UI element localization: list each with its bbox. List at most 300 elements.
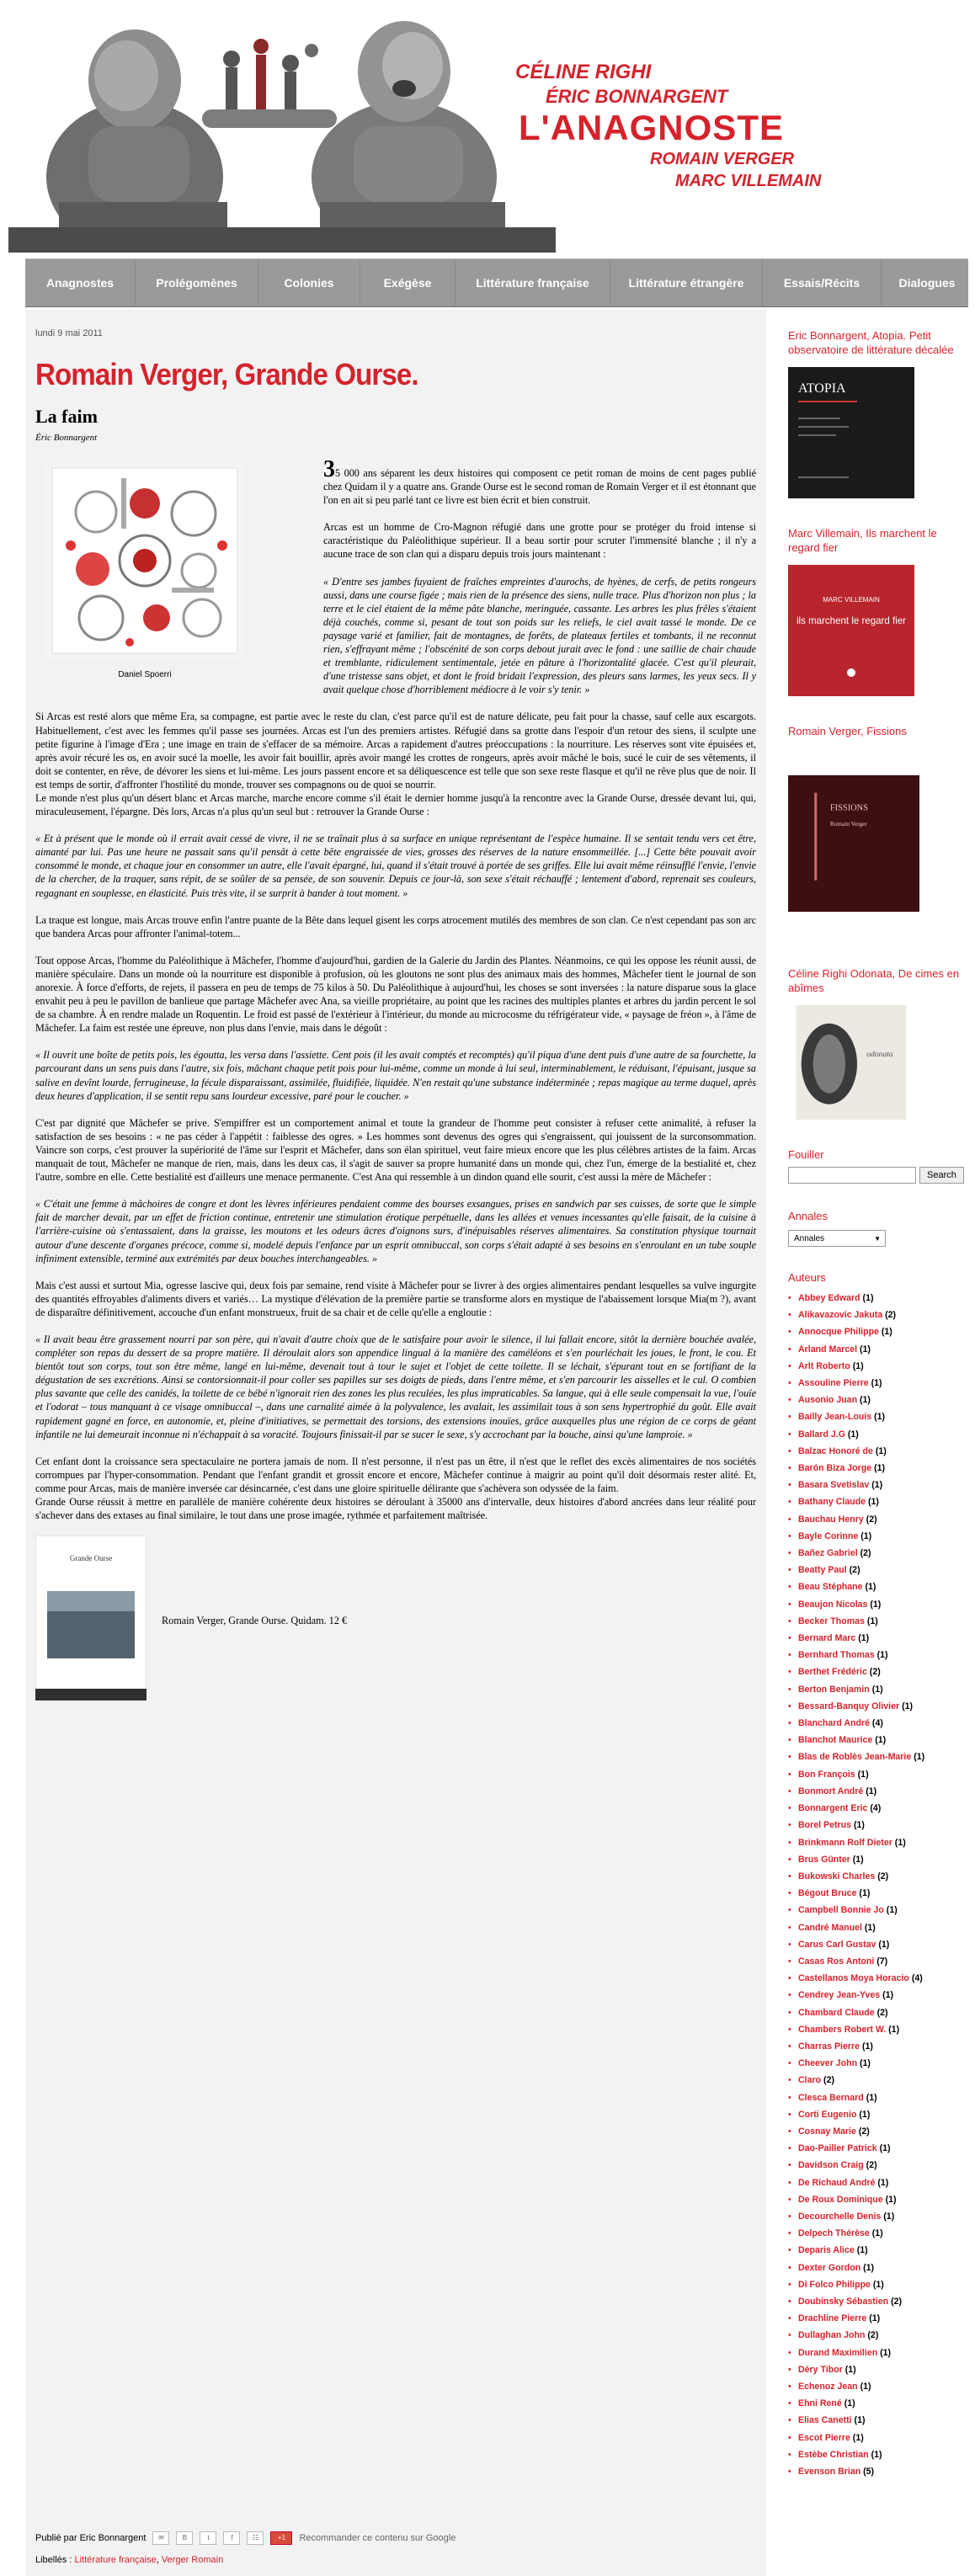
author-list-item[interactable] (788, 1953, 965, 1970)
author-count: (1) (860, 1344, 871, 1355)
cover-fissions-title: FISSIONS (829, 803, 868, 813)
author-list-item[interactable] (788, 1341, 965, 1358)
author-count: (1) (875, 1735, 887, 1746)
author-list-item[interactable] (788, 2191, 965, 2208)
author-list-item[interactable] (788, 1323, 965, 1340)
author-count: (1) (872, 2279, 884, 2290)
author-count: (1) (860, 2382, 871, 2392)
tab-litterature-etrangere[interactable]: Littérature étrangère (610, 259, 763, 306)
google-recommend-text: Recommander ce contenu sur Google (299, 2533, 456, 2543)
author-link[interactable]: Dao-Pailler Patrick (798, 2143, 877, 2154)
author-link[interactable]: Bukowski Charles (798, 1871, 876, 1881)
author-count: (1) (878, 1939, 890, 1950)
author-list-item[interactable] (788, 1375, 965, 1392)
author-count: (1) (858, 1633, 870, 1644)
author-count: (1) (866, 1786, 877, 1796)
author-count: (1) (871, 2449, 882, 2460)
author-list-item[interactable] (788, 1630, 965, 1647)
author-link[interactable]: Casas Ros Antoni (798, 1956, 875, 1967)
author-count: (2) (858, 2126, 870, 2137)
author-list-item[interactable] (788, 2089, 965, 2106)
bullet-icon: • (788, 2194, 791, 2205)
author-list-item[interactable] (788, 2446, 965, 2463)
author-link[interactable]: Arlt Roberto (798, 1360, 850, 1371)
author-link[interactable]: Bauchau Henry (798, 1514, 864, 1525)
author-list-item[interactable] (788, 1460, 965, 1477)
author-link[interactable]: Bañez Gabriel (798, 1548, 858, 1559)
post-author: Éric Bonnargent (35, 433, 98, 443)
share-twitter-icon[interactable]: t (200, 2531, 216, 2545)
cover-villemain-title: ils marchent le regard fier (797, 615, 906, 626)
email-post-icon[interactable]: ✉ (152, 2531, 169, 2545)
author-list-item[interactable] (788, 2123, 965, 2140)
paragraph: Grande Ourse réussit à mettre en parallèle de manière cohérente deux histoires se déroulant à 35000 ans d'intervalle, deux histoires d'abord ancrées dans leur réalité pour s'achever dans des extases au final similaire, le tout dans une prose imagée, rythmée et parfaitement maîtrisée. (35, 1496, 756, 1522)
author-link[interactable]: Campbell Bonnie Jo (798, 1905, 884, 1916)
author-list-item[interactable] (788, 2378, 965, 2395)
author-link[interactable]: Davidson Craig (798, 2160, 864, 2171)
widget-title-annales: Annales (788, 1210, 828, 1222)
author-list-item[interactable] (788, 1596, 965, 1613)
google-plus-one-button[interactable]: +1 (270, 2531, 292, 2545)
author-link[interactable]: Decourchelle Denis (798, 2211, 882, 2222)
author-list-item[interactable] (788, 1766, 965, 1783)
book-block (35, 1535, 756, 1704)
main-column (25, 310, 766, 2576)
header-name-4: MARC VILLEMAIN (675, 172, 822, 190)
author-list-item[interactable] (788, 2327, 965, 2344)
author-link[interactable]: Bonnargent Eric (798, 1803, 868, 1814)
author-link[interactable]: Elias Canetti (798, 2415, 852, 2426)
blog-header (0, 0, 975, 253)
author-link[interactable]: Corti Eugenio (798, 2109, 857, 2120)
bullet-icon: • (788, 2211, 791, 2222)
dropcap: 3 (323, 456, 335, 482)
author-list-item[interactable] (788, 2225, 965, 2242)
author-link[interactable]: Borel Petrus (798, 1820, 851, 1831)
author-list-item[interactable] (788, 1902, 965, 1919)
author-list-item[interactable] (788, 2004, 965, 2021)
widget-title-villemain[interactable]: Marc Villemain, Ils marchent le regard fier (788, 527, 937, 554)
author-count: (1) (861, 2041, 873, 2052)
bullet-icon: • (788, 1888, 791, 1899)
author-list-item[interactable] (788, 2242, 965, 2259)
bullet-icon: • (788, 1360, 791, 1371)
bullet-icon: • (788, 1514, 791, 1525)
image-caption: Daniel Spoerri (118, 670, 172, 680)
author-list-item[interactable] (788, 1732, 965, 1748)
author-list-item[interactable] (788, 1748, 965, 1765)
cover-odonata-title: odonata (866, 1050, 893, 1060)
author-list-item[interactable] (788, 1970, 965, 1987)
author-link[interactable]: Ausonio Juan (798, 1395, 858, 1406)
author-count: (1) (888, 2024, 900, 2035)
post-footer (35, 2530, 456, 2565)
author-list-item[interactable] (788, 2463, 965, 2480)
bullet-icon: • (788, 1344, 791, 1355)
bullet-icon: • (788, 2245, 791, 2256)
author-count: (2) (877, 1871, 889, 1881)
author-count: (1) (914, 1752, 925, 1763)
bullet-icon: • (788, 2160, 791, 2171)
widget-title-fouiller: Fouiller (788, 1148, 824, 1161)
paragraph: Arcas est un homme de Cro-Magnon réfugié dans une grotte pour se protéger du froid intense si caractéristique du Paléolithique supérieur. Il a beau sortir pour scruter l'immensité blanche ; il n'y a aucune trace de son clan qui a disparu depuis trois jours maintenant : (323, 521, 756, 561)
author-list-item[interactable] (788, 2344, 965, 2361)
bullet-icon: • (788, 1922, 791, 1933)
author-list-item[interactable] (788, 1426, 965, 1443)
author-link[interactable]: Drachline Pierre (798, 2313, 867, 2324)
bullet-icon: • (788, 2092, 791, 2103)
author-link[interactable]: Brus Günter (798, 1854, 850, 1865)
bullet-icon: • (788, 1378, 791, 1389)
author-list-item[interactable] (788, 1936, 965, 1953)
author-list-item[interactable] (788, 1578, 965, 1595)
author-count: (1) (852, 1854, 864, 1865)
author-list-item[interactable] (788, 2157, 965, 2174)
search-input[interactable] (788, 1167, 916, 1184)
author-link[interactable]: Chambers Robert W. (798, 2024, 887, 2035)
author-link[interactable]: Bégout Bruce (798, 1888, 857, 1899)
author-link[interactable]: Beaujon Nicolas (798, 1599, 868, 1610)
bullet-icon: • (788, 1599, 791, 1610)
author-link[interactable]: Blas de Roblès Jean-Marie (798, 1752, 912, 1763)
paragraph: La traque est longue, mais Arcas trouve enfin l'antre puante de la Bête dans lequel gisent les corps atrocement mutilés des membres de son clan. Ce n'est cependant pas son arc que bandera Arcas pour affronter l'animal-totem... (35, 913, 756, 939)
author-list-item[interactable] (788, 1783, 965, 1800)
author-count: (2) (866, 1514, 877, 1525)
author-list-item[interactable] (788, 2055, 965, 2072)
bullet-icon: • (788, 1837, 791, 1848)
share-facebook-icon[interactable]: f (223, 2531, 240, 2545)
book-cover-grande-ourse[interactable] (35, 1535, 147, 1700)
author-count: (1) (869, 2313, 881, 2324)
author-count: (1) (879, 2143, 891, 2154)
author-link[interactable]: Bon François (798, 1769, 855, 1780)
author-link[interactable]: Durand Maximilien (798, 2347, 878, 2358)
author-link[interactable]: Delpech Thérèse (798, 2228, 870, 2239)
author-link[interactable]: Cendrey Jean-Yves (798, 1990, 881, 2001)
author-list-item[interactable] (788, 2038, 965, 2055)
author-list-item[interactable] (788, 2259, 965, 2276)
author-list-item[interactable] (788, 1307, 965, 1323)
author-link[interactable]: Annocque Philippe (798, 1327, 879, 1338)
tab-colonies[interactable]: Colonies (258, 259, 360, 306)
bullet-icon: • (788, 2262, 791, 2273)
author-link[interactable]: Berton Benjamin (798, 1684, 870, 1695)
author-link[interactable]: Echenoz Jean (798, 2382, 858, 2392)
bullet-icon: • (788, 2109, 791, 2120)
paragraph: Mais c'est aussi et surtout Mia, ogresse lascive qui, deux fois par semaine, rend visite à Mâchefer pour se livrer à des orgies alimentaires pendant lesquelles sa vulve ingurgite des quantités effroyables d'aliments divers et variés… La mystique d'élévation de la première partie se transforme alors en mystique de l'abaissement lorsque Mia(m ?), avant de disparaître définitivement, accouche d'un enfant monstrueux, fruit de sa chair et de celle qu'elle a engloutie : (35, 1279, 756, 1318)
author-link[interactable]: De Richaud André (798, 2177, 876, 2188)
author-list-item[interactable] (788, 1800, 965, 1817)
author-link[interactable]: Cosnay Marie (798, 2126, 856, 2137)
bullet-icon: • (788, 2415, 791, 2426)
author-link[interactable]: Bayle Corinne (798, 1530, 859, 1541)
author-count: (1) (844, 2398, 855, 2409)
author-link[interactable]: Di Folco Philippe (798, 2279, 871, 2290)
bullet-icon: • (788, 1752, 791, 1763)
cover-ils-marchent[interactable] (788, 565, 914, 696)
author-list-item[interactable] (788, 1443, 965, 1460)
author-list-item[interactable] (788, 1545, 965, 1562)
label-link-verger-romain[interactable]: Verger Romain (161, 2555, 224, 2565)
author-list-item[interactable] (788, 1851, 965, 1868)
author-link[interactable]: Bathany Claude (798, 1497, 866, 1508)
bullet-icon: • (788, 2024, 791, 2035)
bullet-icon: • (788, 1530, 791, 1541)
tab-essais-recits[interactable]: Essais/Récits (763, 259, 882, 306)
author-list-item[interactable] (788, 1987, 965, 2004)
book-cover-title: Grande Ourse (69, 1554, 113, 1563)
bullet-icon: • (788, 1293, 791, 1303)
author-count: (1) (874, 1412, 886, 1423)
author-list-item[interactable] (788, 1358, 965, 1375)
author-list-item[interactable] (788, 1562, 965, 1578)
share-buzz-icon[interactable]: ☷ (247, 2531, 264, 2545)
tab-anagnostes[interactable]: Anagnostes (25, 259, 136, 306)
post (35, 328, 756, 1704)
author-count: (1) (875, 1445, 887, 1456)
author-count: (1) (857, 1769, 869, 1780)
author-link[interactable]: De Roux Dominique (798, 2194, 883, 2205)
author-list-item[interactable] (788, 1919, 965, 1936)
author-link[interactable]: Bernard Marc (798, 1633, 856, 1644)
bullet-icon: • (788, 1803, 791, 1814)
author-link[interactable]: Arland Marcel (798, 1344, 858, 1355)
author-link[interactable]: Ehni René (798, 2398, 842, 2409)
tab-prolegomenes[interactable]: Prolégomènes (136, 259, 258, 306)
paragraph: C'est par dignité que Mâchefer se prive. S'empiffrer est un comportement animal et toute la grandeur de l'homme peut consister à refuser cette animalité, à refuser la satisfaction de ses besoins : « ne pas céder à l'appétit : faiblesse des ogres. » Les hommes sont devenus des ogres qui s'engraissent, qui jouissent de la surconsommation. Vaincre son corps, c'est prouver la supériorité de l'âme sur l'esprit et Mâchefer, dans son élan spirituel, veut faire mieux encore que les plus célèbres artistes de la faim. Arcas manquait de tout, Mâchefer ne manque de rien, mais, dans les deux cas, il s'agit de sauver sa propre humanité dans un monde qui, chez l'un, émerge de la bestialité et, chez l'autre, sombre en elle. Cette bestialité est d'ailleurs une menace permanente. C'est Ana qui ressemble à un dindon quand elle sourit, c'est aussi la mère de Mâchefer : (35, 1116, 756, 1184)
blog-title[interactable]: L'ANAGNOSTE (519, 108, 784, 147)
bullet-icon: • (788, 2432, 791, 2443)
author-link[interactable]: Berthet Frédéric (798, 1667, 867, 1678)
header-photo[interactable] (8, 0, 556, 253)
author-link[interactable]: Candré Manuel (798, 1922, 862, 1933)
author-list-item[interactable] (788, 2140, 965, 2157)
widget-title-atopia[interactable]: Eric Bonnargent, Atopia. Petit observatoire de littérature décalée (788, 329, 954, 356)
author-link[interactable]: Dexter Gordon (798, 2262, 861, 2273)
author-link[interactable]: Balzac Honoré de (798, 1445, 873, 1456)
author-list-item[interactable] (788, 1613, 965, 1630)
post-title[interactable]: Romain Verger, Grande Ourse. (35, 357, 418, 391)
author-link[interactable]: Castellanos Moya Horacio (798, 1973, 909, 1984)
label-link-litterature-francaise[interactable]: Littérature française (74, 2555, 157, 2565)
author-list-item[interactable] (788, 2106, 965, 2123)
author-list-item[interactable] (788, 1817, 965, 1834)
cover-atopia-title: ATOPIA (798, 381, 846, 396)
bullet-icon: • (788, 1429, 791, 1440)
author-count: (1) (880, 2347, 892, 2358)
author-link[interactable]: Brinkmann Rolf Dieter (798, 1837, 892, 1848)
author-count: (1) (844, 2364, 856, 2375)
cover-fissions[interactable] (788, 748, 919, 939)
author-link[interactable]: Deparis Alice (798, 2245, 855, 2256)
author-link[interactable]: Beatty Paul (798, 1565, 847, 1576)
author-link[interactable]: Assouline Pierre (798, 1378, 869, 1389)
author-link[interactable]: Bernhard Thomas (798, 1650, 875, 1661)
annales-select[interactable] (788, 1230, 886, 1247)
author-link[interactable]: Charras Pierre (798, 2041, 860, 2052)
author-link[interactable]: Alikavazovic Jakuta (798, 1310, 883, 1321)
blog-this-icon[interactable]: B (176, 2531, 193, 2545)
post-date: lundi 9 mai 2011 (35, 328, 103, 338)
nav-tabs (25, 258, 968, 307)
cover-fissions-author: Romain Verger (829, 821, 867, 828)
bullet-icon: • (788, 1769, 791, 1780)
tab-exegese[interactable]: Exégèse (360, 259, 456, 306)
author-count: (1) (856, 2245, 868, 2256)
search-button[interactable]: Search (919, 1167, 964, 1184)
author-link[interactable]: Bailly Jean-Louis (798, 1412, 872, 1423)
author-count: (1) (874, 1463, 886, 1474)
author-link[interactable]: Abbey Edward (798, 1293, 860, 1303)
author-list-item[interactable] (788, 2021, 965, 2038)
author-count: (1) (865, 1582, 876, 1593)
author-list-item[interactable] (788, 2293, 965, 2310)
bullet-icon: • (788, 2007, 791, 2018)
bullet-icon: • (788, 2347, 791, 2358)
author-list-item[interactable] (788, 2430, 965, 2446)
author-list-item[interactable] (788, 2395, 965, 2412)
author-link[interactable]: Bonmort André (798, 1786, 864, 1796)
post-labels: Libellés : Littérature française, Verger Romain (35, 2555, 224, 2565)
author-link[interactable]: Evenson Brian (798, 2467, 861, 2478)
author-link[interactable]: Ballard J.G (798, 1429, 845, 1440)
author-list-item[interactable] (788, 1647, 965, 1663)
author-count: (1) (871, 2228, 883, 2239)
bullet-icon: • (788, 1565, 791, 1576)
author-count: (1) (894, 1837, 906, 1848)
spoerri-table-image (45, 461, 244, 660)
author-link[interactable]: Claro (798, 2075, 822, 2086)
quote: « Il ouvrit une boîte de petits pois, les égoutta, les versa dans l'assiette. Cent pois (il les avait comptés et recomptés) qu'il piqua d'une dent puis d'une autre de sa fourchette, la parcourant dans un sens puis dans l'autre, six fois, mâchant chaque petit pois pour lui-même, comme un monde à lui seul, interminablement, le réduisant, l'épuisant, jusque sa salive en devînt lourde, ferrugineuse, la fécule disparaissant, assimilée, fluidifiée, liquidée. N'en restait qu'une substance indéterminée ; repas magique au terme duquel, après deux heures d'application, il se sentit repu sans lourdeur excessive, paré pour le coucher. » (35, 1049, 756, 1102)
author-list-item[interactable] (788, 1392, 965, 1408)
author-count: (2) (866, 2160, 877, 2171)
author-link[interactable]: Basara Svetislav (798, 1480, 870, 1491)
author-link[interactable]: Barón Biza Jorge (798, 1463, 872, 1474)
bullet-icon: • (788, 1990, 791, 2001)
author-list-item[interactable] (788, 1493, 965, 1510)
author-list-item[interactable] (788, 1715, 965, 1732)
author-list-item[interactable] (788, 2072, 965, 2089)
quote: « Il avait beau être grassement nourri par son père, qui n'avait d'autre choix que de le satisfaire pour avoir le silence, il lui fallait encore, sitôt la dernière bouchée avalée, compléter son repas du dessert de sa propre matière. Il déroulait alors son appendice lingual à la manière des caméléons et s'en pourléchait les joues, le front, le cou. Et bientôt tout son corps, tout son être même, langé en lui-même, devenait tout à tour le sujet et l'objet de cette toilette. Il se léchait, s'épurant tout en se fortifiant de la dégustation de ses excrétions. Ainsi se contorsionnait-il pour coller ses papilles sur ses doigts de pieds, dans l'entre même, et s'en parcourir les aisselles et le cul. O combien plus savante que celle des canidés, la toilette de ce bébé n'ignorait rien des zones les plus reculées, les plus impraticables. Sa langue, qui à elle seule compensait la vue, l'ouïe et l'odorat – tous manquant à ce visage omnibuccal –, dans une carnalité aimée à la polyvalence, les avalait, les assimilait tous à son sens hypertrophié du goût. Elle avait rapidement gagné en force, en autonomie, et, pleine d'initiatives, se permettait des torsions, des extensions inouïes, grâce auxquelles plus une région de ce corps de géant infantile ne lui demeurait inconnue ni n'échappait à sa voracité. Toujours finissait-il par se sucer le sexe, s'y accrochant par la bouche, ainsi qu'une lamproie. » (35, 1333, 756, 1440)
bullet-icon: • (788, 1463, 791, 1474)
bullet-icon: • (788, 2330, 791, 2341)
tab-dialogues[interactable]: Dialogues (898, 276, 956, 290)
author-count: (1) (883, 2211, 895, 2222)
bullet-icon: • (788, 2398, 791, 2409)
paragraph-intro-text: 5 000 ans séparent les deux histoires qui composent ce petit roman de moins de cent pages publié chez Quidam il y a quatre ans. Grande Ourse est le second roman de Romain Verger et il est étonnant que l'on en ait si peu parlé tant ce livre est bien écrit et bien construit. (323, 467, 756, 507)
author-list-item[interactable] (788, 1681, 965, 1698)
cover-odonata[interactable] (788, 1005, 914, 1120)
author-link[interactable]: Beau Stéphane (798, 1582, 863, 1593)
author-count: (1) (902, 1700, 914, 1711)
bullet-icon: • (788, 2382, 791, 2392)
author-link[interactable]: Blanchard André (798, 1718, 870, 1729)
bullet-icon: • (788, 1973, 791, 1984)
header-statue-image (8, 0, 556, 253)
post-subtitle: La faim (35, 406, 98, 427)
author-link[interactable]: Déry Tibor (798, 2364, 843, 2375)
author-count: (2) (867, 2330, 879, 2341)
authors-list (788, 1290, 965, 2480)
author-count: (5) (863, 2467, 875, 2478)
widget-title-fissions[interactable]: Romain Verger, Fissions (788, 725, 907, 737)
bullet-icon: • (788, 1480, 791, 1491)
tab-litterature-francaise[interactable]: Littérature française (456, 259, 610, 306)
author-count: (2) (876, 2007, 888, 2018)
post-body (35, 456, 756, 1704)
author-list-item[interactable] (788, 2208, 965, 2225)
author-count: (1) (876, 1650, 888, 1661)
author-count: (4) (870, 1803, 882, 1814)
author-list-item[interactable] (788, 1408, 965, 1425)
author-link[interactable]: Escot Pierre (798, 2432, 850, 2443)
author-list-item[interactable] (788, 2276, 965, 2293)
author-count: (2) (885, 1310, 897, 1321)
author-list-item[interactable] (788, 1663, 965, 1680)
author-list-item[interactable] (788, 1290, 965, 1307)
bullet-icon: • (788, 1871, 791, 1881)
author-link[interactable]: Clesca Bernard (798, 2092, 864, 2103)
widget-title-odonata[interactable]: Céline Righi Odonata, De cimes en abîmes (788, 967, 960, 994)
cover-atopia[interactable] (788, 367, 914, 498)
author-list-item[interactable] (788, 1868, 965, 1885)
author-list-item[interactable] (788, 1477, 965, 1493)
author-link[interactable]: Cheever John (798, 2058, 858, 2069)
author-count: (1) (852, 2432, 864, 2443)
author-count: (1) (860, 2058, 871, 2069)
bullet-icon: • (788, 1497, 791, 1508)
author-count: (7) (876, 1956, 888, 1967)
author-count: (1) (862, 1293, 874, 1303)
bullet-icon: • (788, 1445, 791, 1456)
author-link[interactable]: Chambard Claude (798, 2007, 875, 2018)
author-link[interactable]: Bessard-Banquy Olivier (798, 1700, 900, 1711)
author-link[interactable]: Doubinsky Sébastien (798, 2296, 889, 2307)
bullet-icon: • (788, 1310, 791, 1321)
author-list-item[interactable] (788, 1698, 965, 1715)
quote: « Et à présent que le monde où il errait avait cessé de vivre, il ne se traînait plus à sa surface en unique représentant de l'espèce humaine. Il se sentait tendu vers cet être, aimanté par lui. Pas une heure ne passait sans qu'il pensât à cette bête engraissée de vies, grosses des réserves de la nature ensommeillée. [...] Cette bête pouvait avoir consommé le monde, et chaque jour en consommer un autre, elle l'avait épargné, lui, quand il s'était trouvé à portée de ses griffes. Elle lui avait même réinsufflé l'envie, l'envie de la chercher, de la traquer, sans répit, de se soûler de sa pensée, de son souvenir. Depuis ce jour-là, son sexe s'était réchauffé ; lentement d'abord, reprenait ses couleurs, regagnant en souplesse, en élasticité. Puis très vite, il se surprit à bander à tout moment. » (35, 833, 756, 899)
author-count: (4) (871, 1718, 883, 1729)
bullet-icon: • (788, 1548, 791, 1559)
author-list-item[interactable] (788, 2310, 965, 2327)
author-link[interactable]: Blanchot Maurice (798, 1735, 873, 1746)
author-list-item[interactable] (788, 1885, 965, 1902)
bullet-icon: • (788, 1412, 791, 1423)
author-count: (1) (877, 2177, 889, 2188)
author-link[interactable]: Dullaghan John (798, 2330, 866, 2341)
author-list-item[interactable] (788, 2361, 965, 2378)
author-list-item[interactable] (788, 1834, 965, 1851)
bullet-icon: • (788, 2228, 791, 2239)
cover-villemain-author: MARC VILLEMAIN (823, 596, 880, 604)
bullet-icon: • (788, 2296, 791, 2307)
author-count: (2) (891, 2296, 903, 2307)
author-link[interactable]: Becker Thomas (798, 1615, 865, 1626)
author-list-item[interactable] (788, 2174, 965, 2191)
author-count: (1) (863, 2262, 875, 2273)
post-image[interactable] (35, 461, 315, 682)
author-list-item[interactable] (788, 1528, 965, 1545)
author-list-item[interactable] (788, 2412, 965, 2429)
author-link[interactable]: Carus Carl Gustav (798, 1939, 876, 1950)
author-count: (1) (847, 1429, 859, 1440)
search-box (788, 1167, 965, 1184)
author-list-item[interactable] (788, 1511, 965, 1528)
author-link[interactable]: Estèbe Christian (798, 2449, 869, 2460)
bullet-icon: • (788, 1582, 791, 1593)
author-count: (2) (860, 1548, 871, 1559)
bullet-icon: • (788, 2467, 791, 2478)
